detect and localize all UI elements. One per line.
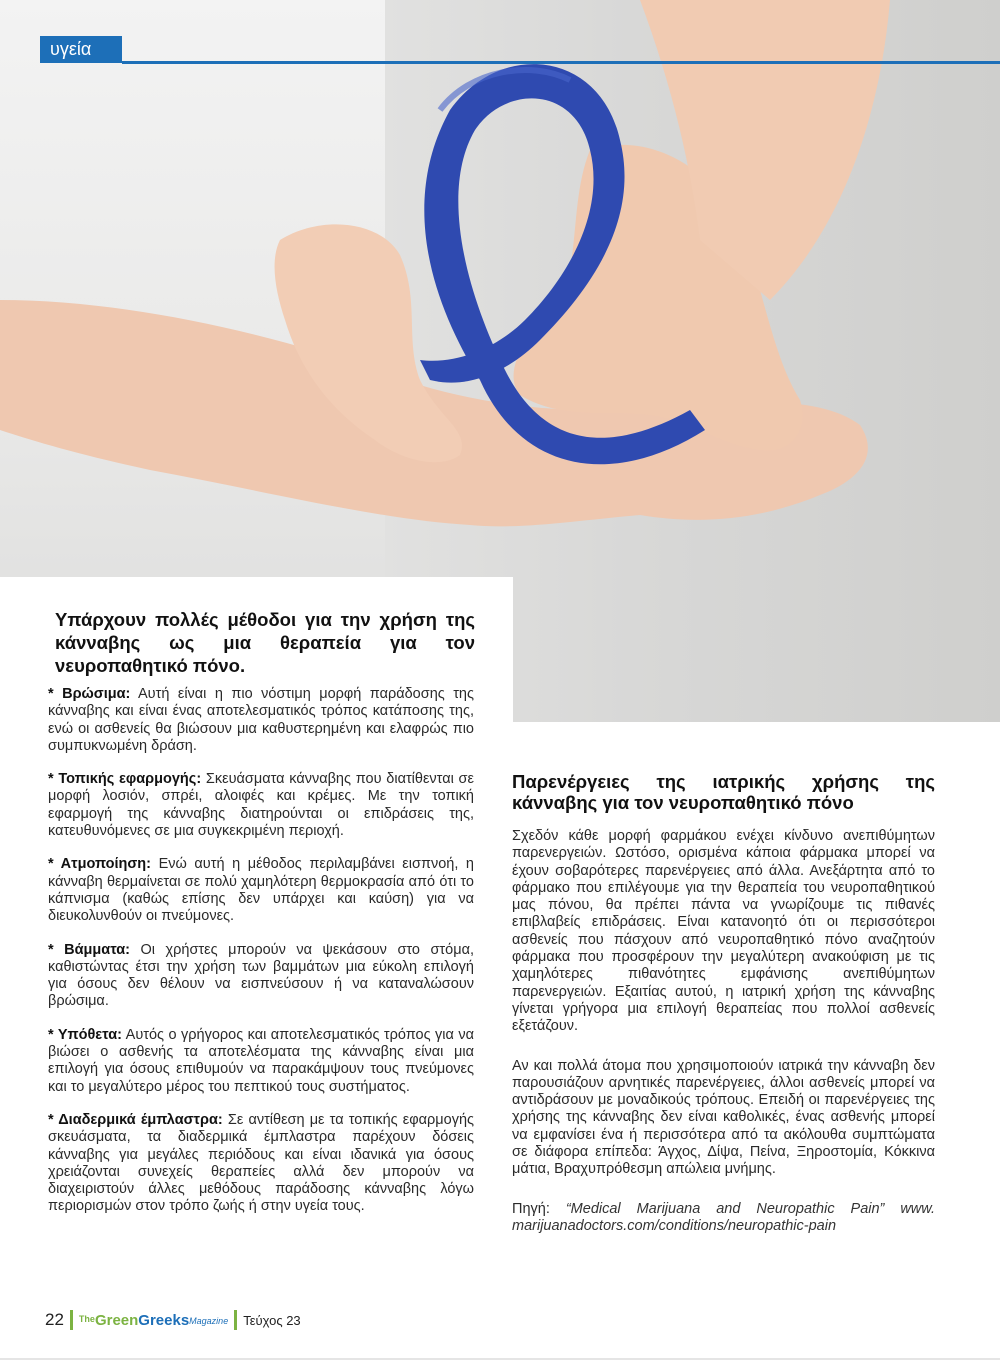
section-rule	[122, 61, 1000, 64]
page-bottom-edge	[0, 1358, 1000, 1360]
side-effects-heading: Παρενέργειες της ιατρικής χρήσης της κάνναβης για τον νευροπαθητικό πόνο	[512, 771, 935, 813]
page-footer	[45, 1308, 301, 1332]
magazine-logo	[79, 1312, 228, 1329]
page-number: 22	[45, 1310, 64, 1329]
method-item	[48, 686, 474, 755]
methods-heading: Υπάρχουν πολλές μέθοδοι για την χρήση της κάνναβης ως μια θεραπεία για τον νευροπαθητικό πόνο.	[55, 609, 475, 676]
footer-divider	[234, 1310, 237, 1330]
method-title: * Βάμματα:	[48, 941, 131, 958]
logo-greeks: Greeks	[138, 1311, 190, 1329]
method-title: * Βρώσιμα:	[48, 686, 131, 702]
source-citation	[512, 1201, 935, 1236]
method-text: Αυτή είναι η πιο νόστιμη μορφή παράδοσης της κάνναβης και είναι ένας αποτελεσματικός τρόπος κατάποσης της, ενώ οι ασθενείς θα βιώσουν μια καθυστερημένη και ελαφρώς πιο συμπυκνωμένη δράση.	[48, 686, 474, 754]
logo-the: The	[78, 1313, 95, 1324]
method-text: Σκευάσματα κάνναβης που διατίθενται σε μορφή λοσιόν, σπρέι, αλοιφές και κρέμες. Με την τοπική εφαρμογή της κάνναβης διατηρούνται οι επιδράσεις της, κατευθυνόμενες σε μια συγκεκριμένη περιοχή.	[48, 771, 474, 840]
side-effects-column	[512, 828, 935, 1236]
body-paragraph: Αν και πολλά άτομα που χρησιμοποιούν ιατρικά την κάνναβη δεν παρουσιάζουν αρνητικές παρενέργειες, άλλοι ασθενείς μπορεί να αντιδράσουν με μοναδικούς τρόπους. Επειδή οι παρενέργειες της χρήσης της κάνναβης δεν είναι καθολικές, ένας ασθενής μπορεί να εμφανίσει ένα ή περισσότερα από τα ακόλουθα συμπτώματα σε διάφορα επίπεδα: Άγχος, Δίψα, Πείνα, Ξηροστομία, Κόκκινα μάτια, Βραχυπρόθεσμη απώλεια μνήμης.	[512, 1057, 935, 1178]
method-text: Οι χρήστες μπορούν να ψεκάσουν στο στόμα, καθιστώντας έτσι την χρήση των βαμμάτων μια εύκολη επιλογή για όσους δεν θέλουν να εισπνεύσουν ή να καταναλώσουν βρώσιμα.	[48, 941, 474, 1010]
source-text: “Medical Marijuana and Neuropathic Pain” www. marijuanadoctors.com/conditions/neuropathic-pain	[512, 1200, 935, 1235]
method-item	[48, 1027, 474, 1096]
body-paragraph: Σχεδόν κάθε μορφή φαρμάκου ενέχει κίνδυνο ανεπιθύμητων παρενεργειών. Ωστόσο, ορισμένα κάποια φάρμακα μπορεί να έχουν σοβαρότερες παρενέργειες από άλλα. Ανεξάρτητα από το φάρμακο που επιλέγουμε για την θεραπεία του νευροπαθητικού μας πόνου, θα πρέπει πάντα να γνωρίζουμε τις πιθανές επιβλαβείς επιδράσεις. Είναι κατανοητό ότι οι περισσότεροι ασθενείς που πάσχουν από νευροπαθητικό πόνο αναζητούν φάρμακα που προσφέρουν την μεγαλύτερη ανακούφιση με τις χαμηλότερες πιθανότητες εμφάνισης ανεπιθύμητων παρενεργειών. Εξαιτίας αυτού, η ιατρική χρήση της κάνναβης γίνεται γρήγορα μια επιλογή θεραπείας που πολλοί ασθενείς εξετάζουν.	[512, 828, 935, 1035]
method-title: * Διαδερμικά έμπλαστρα:	[48, 1111, 223, 1128]
section-tab: υγεία	[40, 36, 122, 63]
footer-divider	[70, 1310, 73, 1330]
method-title: * Τοπικής εφαρμογής:	[48, 771, 202, 788]
method-title: * Ατμοποίηση:	[48, 856, 151, 873]
method-text: Σε αντίθεση με τα τοπικής εφαρμογής σκευάσματα, τα διαδερμικά έμπλαστρα παρέχουν δόσεις κάνναβης για μεγάλες περιόδους και είναι ιδανικά για όσους χρειάζονται συνεχείς θεραπείες αλλά δεν μπορούν να διαχειριστούν άλλες μεθόδους παράδοσης κάνναβης λόγω περιορισμών στον τρόπο ζωής ή στην υγεία τους.	[48, 1111, 474, 1215]
logo-green: Green	[94, 1311, 139, 1329]
methods-list	[48, 686, 474, 1232]
method-item	[48, 771, 474, 840]
method-item	[48, 1112, 474, 1216]
issue-number: Τεύχος 23	[243, 1312, 301, 1328]
method-text: Αυτός ο γρήγορος και αποτελεσματικός τρόπος για να βιώσει ο ασθενής τα αποτελέσματα της κάνναβης είναι μια επιλογή για όσους επιθυμούν να παρακάμψουν τους πνεύμονες και το μεγαλύτερο μέρος του πεπτικού τους συστήματος.	[48, 1026, 474, 1095]
method-item	[48, 942, 474, 1011]
method-title: * Υπόθετα:	[48, 1026, 122, 1043]
method-item	[48, 856, 474, 925]
source-prefix: Πηγή:	[512, 1200, 566, 1217]
method-text: Ενώ αυτή η μέθοδος περιλαμβάνει εισπνοή, η κάνναβη θερμαίνεται σε πολύ χαμηλότερη θερμοκρασία από ότι το κάπνισμα (καθώς επίσης δεν υπάρχει και καύση) για να διευκολυνθούν οι πνεύμονες.	[48, 856, 474, 925]
logo-magazine: Magazine	[189, 1315, 229, 1326]
